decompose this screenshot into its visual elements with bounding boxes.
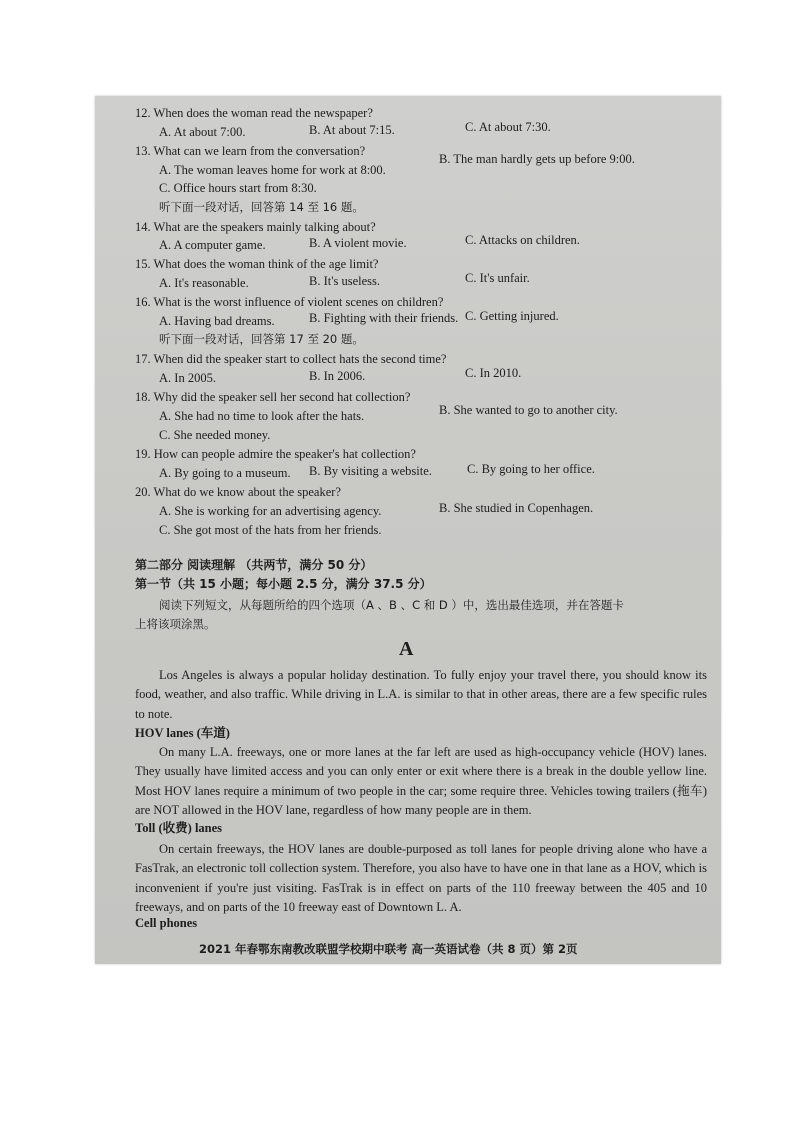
paragraph-hov <box>135 743 707 821</box>
q12-option-b: B. At about 7:15. <box>309 123 395 137</box>
q19-option-b: B. By visiting a website. <box>309 464 432 478</box>
paragraph-hov-text: On many L.A. freeways, one or more lanes at the far left are used as high-occupancy vehicle (HOV) lanes. They usually have limited access and you can only enter or exit where there is a break in the double yellow line. Most HOV lanes require a minimum of two people in the car; some require three. Vehicles towing trailers (拖车) are NOT allowed in the HOV lane, regardless of how many people are in them. <box>135 745 707 818</box>
q12-option-c: C. At about 7:30. <box>465 120 551 134</box>
reading-direction-line1: 阅读下列短文，从每题所给的四个选项（A 、B 、C 和 D ）中，选出最佳选项，并在答题卡 <box>159 598 624 612</box>
q18-option-c: C. She needed money. <box>159 428 271 442</box>
q18-option-b: B. She wanted to go to another city. <box>439 403 618 417</box>
heading-cell-phones: Cell phones <box>135 916 198 930</box>
q17-option-a: A. In 2005. <box>159 371 216 385</box>
question-13: 13. What can we learn from the conversation? <box>135 144 366 158</box>
page-content <box>95 96 721 964</box>
q18-option-a: A. She had no time to look after the hats. <box>159 409 365 423</box>
q14-option-b: B. A violent movie. <box>309 236 407 250</box>
reading-direction-line2: 上将该项涂黑。 <box>135 617 216 631</box>
question-17: 17. When did the speaker start to collect hats the second time? <box>135 352 447 366</box>
part2-title: 第二部分 阅读理解 （共两节，满分 50 分） <box>135 558 373 572</box>
section1-title: 第一节（共 15 小题；每小题 2.5 分，满分 37.5 分） <box>135 577 432 591</box>
question-16: 16. What is the worst influence of violent scenes on children? <box>135 295 444 309</box>
q15-option-b: B. It's useless. <box>309 274 381 288</box>
q17-option-c: C. In 2010. <box>465 366 522 380</box>
q17-option-b: B. In 2006. <box>309 369 366 383</box>
paragraph-toll-text: On certain freeways, the HOV lanes are double-purposed as toll lanes for people driving alone who have a FasTrak, an electronic toll collection system. Therefore, you also have to have one in that lane as a HOV, which is inconvenient if you're just visiting. FasTrak is in effect on parts of the 110 freeway between the 405 and 10 freeways, and on parts of the 10 freeway east of Downtown L. A. <box>135 842 707 915</box>
paragraph-toll <box>135 840 707 918</box>
q20-option-c: C. She got most of the hats from her friends. <box>159 523 382 537</box>
q16-option-c: C. Getting injured. <box>465 309 559 323</box>
q13-option-a: A. The woman leaves home for work at 8:00. <box>159 163 386 177</box>
q19-option-a: A. By going to a museum. <box>159 466 291 480</box>
q13-option-b: B. The man hardly gets up before 9:00. <box>439 152 635 166</box>
question-18: 18. Why did the speaker sell her second hat collection? <box>135 390 411 404</box>
passage-letter: A <box>399 638 414 660</box>
q13-option-c: C. Office hours start from 8:30. <box>159 181 317 195</box>
q20-option-a: A. She is working for an advertising agency. <box>159 504 382 518</box>
q16-option-a: A. Having bad dreams. <box>159 314 275 328</box>
heading-hov-lanes: HOV lanes (车道) <box>135 726 230 740</box>
q14-option-a: A. A computer game. <box>159 238 266 252</box>
q20-option-b: B. She studied in Copenhagen. <box>439 501 594 515</box>
exam-page <box>95 96 721 964</box>
question-15: 15. What does the woman think of the age limit? <box>135 257 379 271</box>
page-footer: 2021 年春鄂东南教改联盟学校期中联考 高一英语试卷（共 8 页）第 2页 <box>199 942 578 956</box>
instruction-q14-16: 听下面一段对话，回答第 14 至 16 题。 <box>159 200 364 214</box>
q12-option-a: A. At about 7:00. <box>159 125 246 139</box>
q19-option-c: C. By going to her office. <box>467 462 595 476</box>
question-14: 14. What are the speakers mainly talking about? <box>135 220 376 234</box>
question-12: 12. When does the woman read the newspaper? <box>135 106 373 120</box>
q16-option-b: B. Fighting with their friends. <box>309 311 459 325</box>
q15-option-a: A. It's reasonable. <box>159 276 249 290</box>
question-20: 20. What do we know about the speaker? <box>135 485 341 499</box>
heading-toll-lanes: Toll (收费) lanes <box>135 821 223 835</box>
passage-intro <box>135 666 707 724</box>
instruction-q17-20: 听下面一段对话，回答第 17 至 20 题。 <box>159 332 364 346</box>
question-19: 19. How can people admire the speaker's hat collection? <box>135 447 416 461</box>
q15-option-c: C. It's unfair. <box>465 271 530 285</box>
q14-option-c: C. Attacks on children. <box>465 233 580 247</box>
passage-intro-text: Los Angeles is always a popular holiday destination. To fully enjoy your travel there, you should know its food, weather, and also traffic. While driving in L.A. is similar to that in other areas, there are a few specific rules to note. <box>135 668 707 721</box>
